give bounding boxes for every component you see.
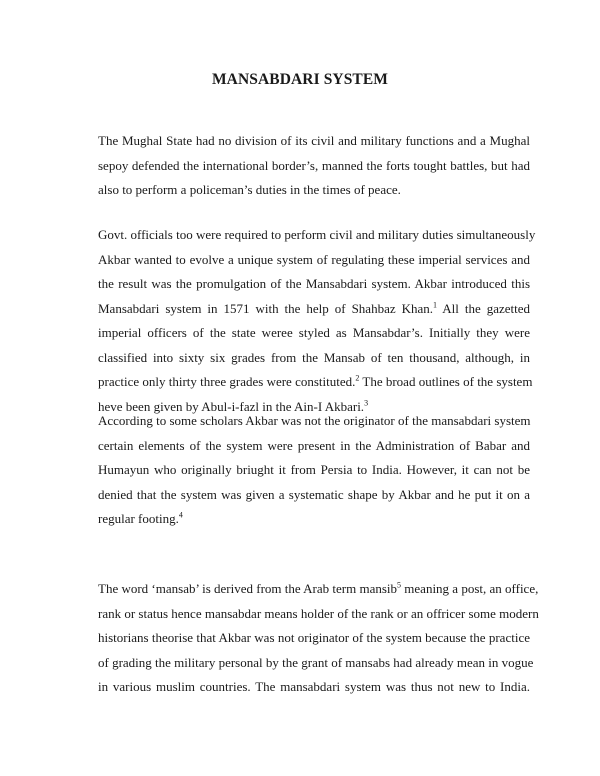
footnote-marker: 1 <box>433 300 437 310</box>
page-title: MANSABDARI SYSTEM <box>211 71 389 88</box>
paragraph-line: Govt. officials too were required to perform civil and military duties simultaneously <box>98 227 536 242</box>
paragraph-line: denied that the system was given a systematic shape by Akbar and he put it on a <box>98 486 530 502</box>
paragraph-line: The Mughal State had no division of its civil and military functions and a Mughal <box>98 133 530 148</box>
line-text: meaning a post, an office, <box>401 581 539 596</box>
footnote-marker: 3 <box>364 398 369 408</box>
paragraph-line: According to some scholars Akbar was not the originator of the mansabdari system <box>98 413 531 428</box>
paragraph-line: historians theorise that Akbar was not originator of the system because the practice <box>98 630 530 645</box>
line-text: Mansabdari system in 1571 with the help of Shahbaz Khan. <box>98 300 433 316</box>
paragraph-line: also to perform a policeman’s duties in the times of peace. <box>98 182 401 197</box>
paragraph-line-with-footnote <box>98 370 533 395</box>
paragraph-line: imperial officers of the state weree styled as Mansabdar’s. Initially they were <box>98 325 530 340</box>
paragraph-line: of grading the military personal by the grant of mansabs had already mean in vogue <box>98 654 534 670</box>
paragraph-line-with-footnote <box>98 507 530 532</box>
footnote-marker: 5 <box>397 580 402 590</box>
line-text: heve been given by Abul-i-fazl in the Ain-I Akbari. <box>98 398 365 414</box>
footnote-marker: 4 <box>178 510 183 520</box>
footnote-marker: 2 <box>355 373 360 383</box>
paragraph-line: in various muslim countries. The mansabdari system was thus not new to India. <box>98 679 530 694</box>
paragraph-3 <box>98 409 530 532</box>
paragraph-1 <box>98 129 530 203</box>
paragraph-line: rank or status hence mansabdar means holder of the rank or an offricer some modern <box>98 605 539 621</box>
line-text: The broad outlines of the system <box>359 374 533 389</box>
line-text: All the gazetted <box>437 300 530 316</box>
paragraph-4 <box>98 577 539 700</box>
paragraph-line: sepoy defended the international border’s, manned the forts tought battles, but had <box>98 157 530 173</box>
paragraph-line: Humayun who originally briught it from Persia to India. However, it can not be <box>98 462 530 477</box>
line-text: regular footing. <box>98 511 179 526</box>
paragraph-line-with-footnote <box>98 297 530 322</box>
paragraph-line: the result was the promulgation of the Mansabdari system. Akbar introduced this <box>98 276 530 291</box>
paragraph-line: certain elements of the system were present in the Administration of Babar and <box>98 437 530 453</box>
line-text: The word ‘mansab’ is derived from the Arab term mansib <box>98 581 398 596</box>
paragraph-line: Akbar wanted to evolve a unique system of regulating these imperial services and <box>98 251 530 267</box>
paragraph-line: classified into sixty six grades from the Mansab of ten thousand, although, in <box>98 349 530 365</box>
paragraph-line-with-footnote <box>98 577 539 602</box>
line-text: practice only thirty three grades were constituted. <box>98 374 356 389</box>
paragraph-2 <box>98 223 536 419</box>
